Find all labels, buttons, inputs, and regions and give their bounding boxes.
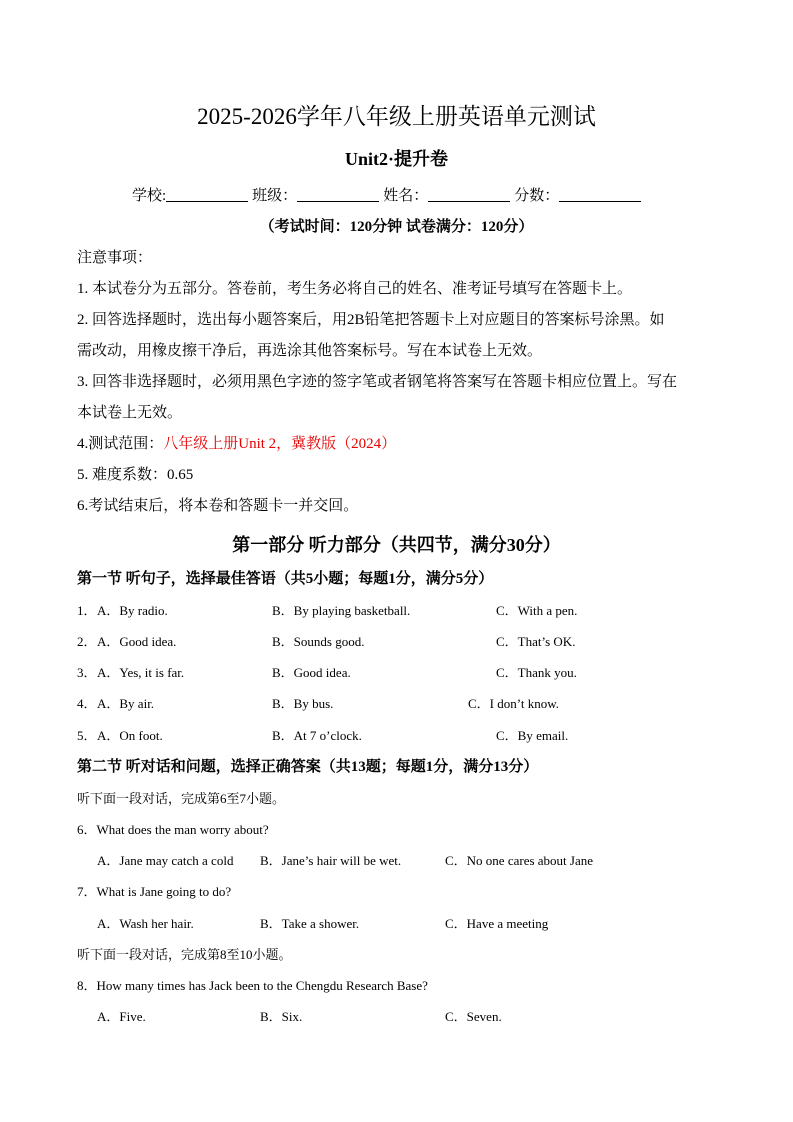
q8-stem: 8．How many times has Jack been to the Chengdu Research Base? bbox=[77, 978, 428, 993]
q7-option-a[interactable]: A．Wash her hair. bbox=[97, 916, 194, 931]
school-blank[interactable] bbox=[166, 187, 248, 202]
q5-option-a[interactable]: A．On foot. bbox=[97, 728, 163, 743]
q6-option-b[interactable]: B．Jane’s hair will be wet. bbox=[260, 853, 402, 868]
q6-option-a[interactable]: A．Jane may catch a cold bbox=[97, 853, 234, 868]
q1-option-b[interactable]: B．By playing basketball. bbox=[272, 603, 411, 618]
section-1-heading: 第一节 听句子，选择最佳答语（共5小题；每题1分，满分5分） bbox=[77, 571, 494, 587]
note-2-line-2: 需改动，用橡皮擦干净后，再选涂其他答案标号。写在本试卷上无效。 bbox=[77, 343, 543, 359]
q5-option-c[interactable]: C．By email. bbox=[496, 728, 569, 743]
q1-number: 1． bbox=[77, 603, 97, 618]
q1-option-a[interactable]: A．By radio. bbox=[97, 603, 168, 618]
q8-option-a[interactable]: A．Five. bbox=[97, 1009, 146, 1024]
school-label: 学校: bbox=[132, 188, 167, 204]
q1-option-c[interactable]: C．With a pen. bbox=[496, 603, 578, 618]
note-5: 5. 难度系数：0.65 bbox=[77, 467, 194, 483]
q2-number: 2． bbox=[77, 634, 97, 649]
note-4 bbox=[77, 433, 396, 455]
name-label: 姓名： bbox=[383, 188, 429, 204]
section-2-heading: 第二节 听对话和问题，选择正确答案（共13题；每题1分，满分13分） bbox=[77, 759, 539, 775]
name-blank[interactable] bbox=[428, 187, 510, 202]
note-6: 6.考试结束后，将本卷和答题卡一并交回。 bbox=[77, 498, 359, 514]
note-2-line-1: 2. 回答选择题时，选出每小题答案后，用2B铅笔把答题卡上对应题目的答案标号涂黑。如 bbox=[77, 312, 665, 328]
dialogue-intro-2: 听下面一段对话，完成第8至10小题。 bbox=[77, 947, 292, 962]
q7-option-b[interactable]: B．Take a shower. bbox=[260, 916, 360, 931]
q4-option-a[interactable]: A．By air. bbox=[97, 696, 155, 711]
q6-option-c[interactable]: C．No one cares about Jane bbox=[445, 853, 594, 868]
student-info-row bbox=[132, 186, 645, 206]
page-title: 2025-2026学年八年级上册英语单元测试 bbox=[197, 104, 596, 129]
q6-stem: 6．What does the man worry about? bbox=[77, 822, 269, 837]
q3-option-b[interactable]: B．Good idea. bbox=[272, 665, 351, 680]
note-1: 1. 本试卷分为五部分。答卷前，考生务必将自己的姓名、准考证号填写在答题卡上。 bbox=[77, 281, 633, 297]
note-4-scope: 八年级上册Unit 2，冀教版（2024） bbox=[163, 436, 397, 452]
q7-option-c[interactable]: C．Have a meeting bbox=[445, 916, 549, 931]
q4-option-b[interactable]: B．By bus. bbox=[272, 696, 334, 711]
note-4-label: 4.测试范围： bbox=[77, 436, 164, 452]
score-label: 分数： bbox=[514, 188, 560, 204]
q5-option-b[interactable]: B．At 7 o’clock. bbox=[272, 728, 362, 743]
exam-time: （考试时间：120分钟 试卷满分：120分） bbox=[259, 219, 534, 235]
q8-option-b[interactable]: B．Six. bbox=[260, 1009, 303, 1024]
dialogue-intro-1: 听下面一段对话，完成第6至7小题。 bbox=[77, 791, 286, 806]
notes-heading: 注意事项： bbox=[77, 250, 153, 266]
note-3-line-1: 3. 回答非选择题时，必须用黑色字迹的签字笔或者钢笔将答案写在答题卡相应位置上。写在 bbox=[77, 374, 678, 390]
score-blank[interactable] bbox=[559, 187, 641, 202]
q3-option-c[interactable]: C．Thank you. bbox=[496, 665, 577, 680]
class-label: 班级： bbox=[252, 188, 298, 204]
class-blank[interactable] bbox=[297, 187, 379, 202]
q4-number: 4． bbox=[77, 696, 97, 711]
q5-number: 5． bbox=[77, 728, 97, 743]
q3-number: 3． bbox=[77, 665, 97, 680]
q3-option-a[interactable]: A．Yes, it is far. bbox=[97, 665, 185, 680]
part-1-heading: 第一部分 听力部分（共四节，满分30分） bbox=[232, 535, 561, 555]
q4-option-c[interactable]: C．I don’t know. bbox=[468, 696, 560, 711]
q2-option-c[interactable]: C．That’s OK. bbox=[496, 634, 576, 649]
q2-option-b[interactable]: B．Sounds good. bbox=[272, 634, 365, 649]
note-3-line-2: 本试卷上无效。 bbox=[77, 405, 183, 421]
q7-stem: 7．What is Jane going to do? bbox=[77, 884, 232, 899]
page-subtitle: Unit2·提升卷 bbox=[344, 149, 448, 169]
q8-option-c[interactable]: C．Seven. bbox=[445, 1009, 502, 1024]
q2-option-a[interactable]: A．Good idea. bbox=[97, 634, 177, 649]
